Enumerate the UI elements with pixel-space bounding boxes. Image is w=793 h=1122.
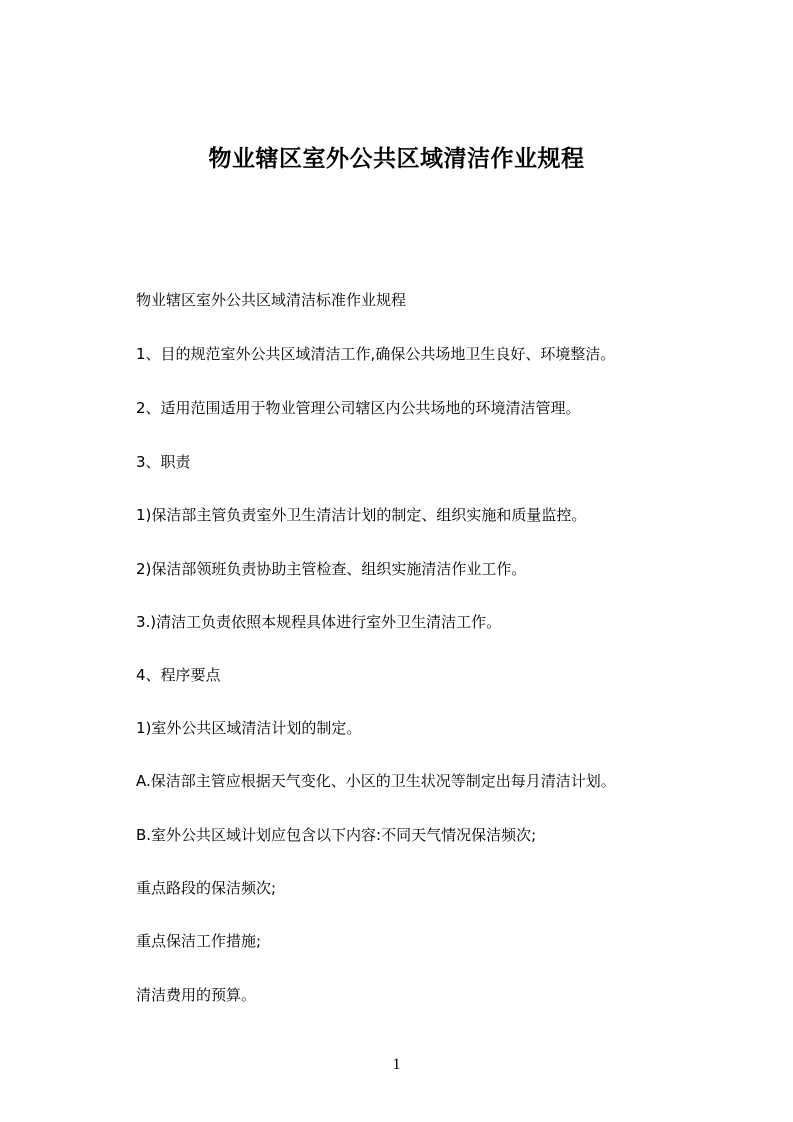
document-title: 物业辖区室外公共区域清洁作业规程	[208, 146, 585, 172]
page-number: 1	[392, 1056, 401, 1073]
paragraph-responsibility-heading: 3、职责	[136, 453, 191, 471]
paragraph-responsibility-3: 3.)清洁工负责依照本规程具体进行室外卫生清洁工作。	[136, 613, 502, 631]
paragraph-responsibility-1: 1)保洁部主管负责室外卫生清洁计划的制定、组织实施和质量监控。	[136, 506, 587, 524]
paragraph-procedure-a: A.保洁部主管应根据天气变化、小区的卫生状况等制定出每月清洁计划。	[136, 772, 616, 790]
paragraph-responsibility-2: 2)保洁部领班负责协助主管检查、组织实施清洁作业工作。	[136, 560, 527, 578]
paragraph-procedure-b: B.室外公共区域计划应包含以下内容:不同天气情况保洁频次;	[136, 826, 537, 844]
paragraph-procedure-1: 1)室外公共区域清洁计划的制定。	[136, 719, 362, 737]
paragraph-procedure-heading: 4、程序要点	[136, 666, 221, 684]
paragraph-key-measures: 重点保洁工作措施;	[136, 932, 262, 950]
subtitle-paragraph: 物业辖区室外公共区域清洁标准作业规程	[136, 291, 407, 309]
paragraph-scope: 2、适用范围适用于物业管理公司辖区内公共场地的环境清洁管理。	[136, 399, 581, 417]
paragraph-budget: 清洁费用的预算。	[136, 986, 257, 1004]
paragraph-purpose: 1、目的规范室外公共区域清洁工作,确保公共场地卫生良好、环境整洁。	[136, 345, 616, 363]
paragraph-key-road-frequency: 重点路段的保洁频次;	[136, 879, 277, 897]
